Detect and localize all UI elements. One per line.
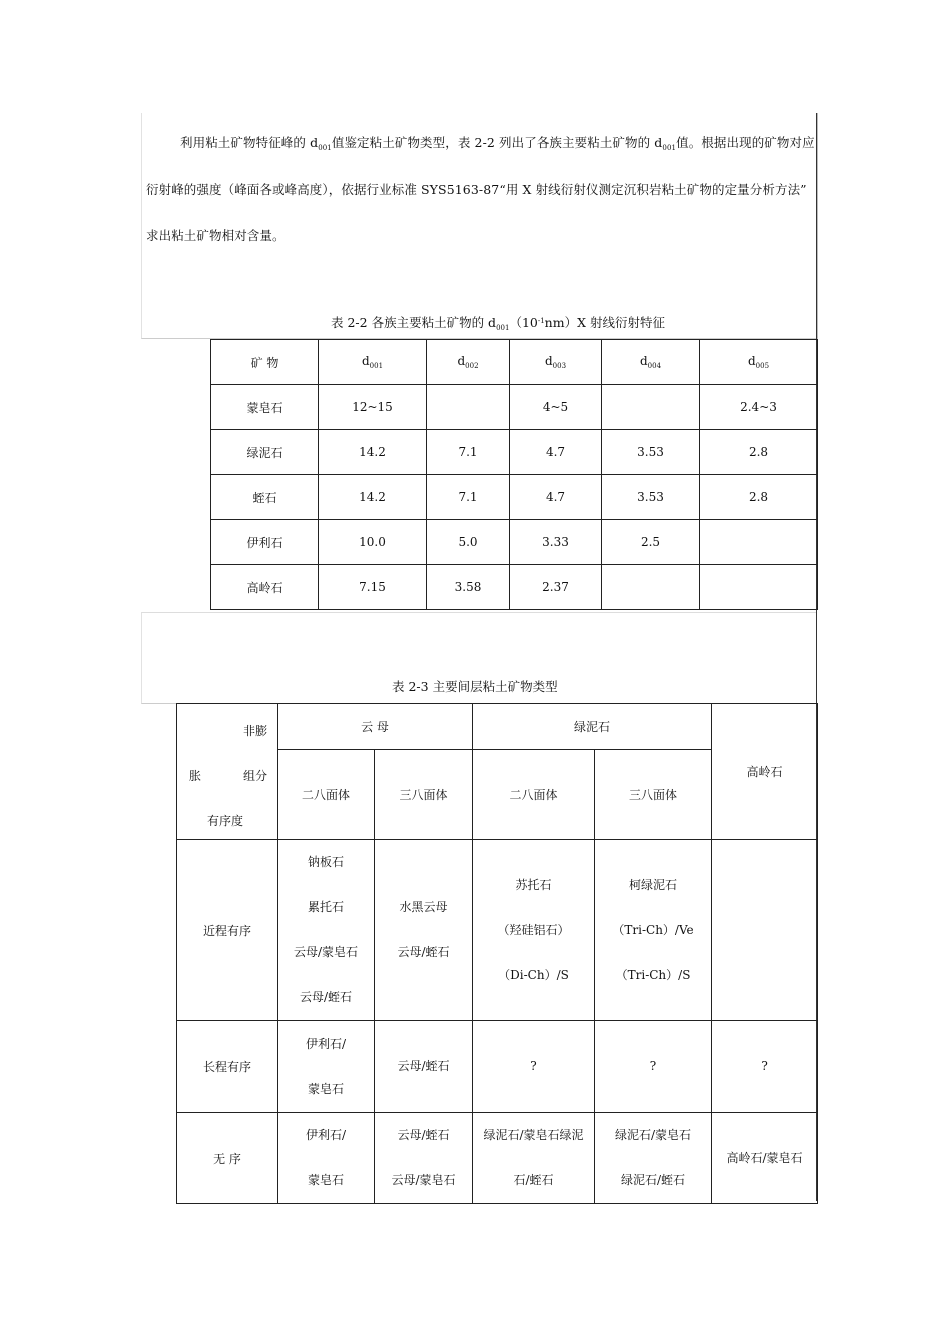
cell: 3.33: [510, 520, 602, 565]
corner-label: 组分: [242, 769, 267, 783]
cell-line: 累托石: [307, 900, 344, 914]
cell: [712, 1113, 818, 1204]
header-d005: $d_{005}$: [700, 340, 818, 385]
header-mineral: 矿 物: [211, 340, 319, 385]
cell: 3.53: [602, 475, 700, 520]
cell-line: 绿泥石/蒙皂石: [615, 1128, 692, 1142]
cell: [595, 1021, 712, 1113]
cell: 7.1: [427, 475, 510, 520]
cell: [278, 1113, 375, 1204]
cell: [473, 1113, 595, 1204]
cell-line: 云母/蛭石: [397, 1059, 450, 1073]
cell: [473, 1021, 595, 1113]
cell-line: ?: [530, 1059, 537, 1073]
table-row: [177, 1113, 818, 1204]
cell: [595, 1113, 712, 1204]
header-d003: $d_{003}$: [510, 340, 602, 385]
cell: 蛭石: [211, 475, 319, 520]
header-d001: $d_{001}$: [319, 340, 427, 385]
cell: 5.0: [427, 520, 510, 565]
cell: 3.53: [602, 430, 700, 475]
table-row: [211, 385, 818, 430]
cell-line: （Di-Ch）/S: [498, 967, 569, 982]
table23-caption: 表 2-3 主要间层粘土矿物类型: [392, 679, 558, 694]
cell-line: 伊利石/: [305, 1128, 347, 1142]
cell: [375, 840, 473, 1021]
cell: [427, 385, 510, 430]
cell: 2.4~3: [700, 385, 818, 430]
group-mica: 云 母: [278, 704, 473, 750]
table-row: [177, 1021, 818, 1113]
cell-line: 伊利石/: [305, 1036, 347, 1051]
cell-line: 云母/蛭石: [299, 990, 353, 1004]
cell-line: 绿泥石/蛭石: [621, 1173, 686, 1187]
table-header-row: [177, 704, 818, 750]
row-label: 无 序: [177, 1113, 278, 1204]
cell-line: （Tri-Ch）/S: [615, 967, 691, 982]
corner-label: 胀: [189, 769, 202, 783]
corner-header-cell: [177, 704, 278, 840]
cell: [473, 840, 595, 1021]
intro-line-2: 衍射峰的强度（峰面各或峰高度），依据行业标准 SYS5163-87“用 X 射线衍射仪测定沉积岩粘土矿物的定量分析方法”: [146, 182, 807, 197]
cell: 2.8: [700, 475, 818, 520]
cell: [700, 520, 818, 565]
corner-label: 有序度: [207, 814, 244, 828]
cell: 7.1: [427, 430, 510, 475]
corner-label: 非膨: [242, 724, 267, 738]
intro-line-3: 求出粘土矿物相对含量。: [146, 228, 285, 243]
header-d004: $d_{004}$: [602, 340, 700, 385]
cell: 3.58: [427, 565, 510, 610]
cell: 4.7: [510, 475, 602, 520]
subheader-cell: 二八面体: [278, 750, 375, 840]
cell-line: 云母/蒙皂石: [293, 945, 359, 959]
table-2-2: [210, 339, 818, 610]
intro-line-1: 利用粘土矿物特征峰的 $d_{001}$值鉴定粘土矿物类型，表 2-2 列出了各族主要粘土矿物的 $d_{001}$值。根据出现的矿物对应: [180, 135, 815, 152]
cell: [700, 565, 818, 610]
table-row: [177, 840, 818, 1021]
subheader-cell: 二八面体: [473, 750, 595, 840]
cell: [712, 1021, 818, 1113]
cell: 2.8: [700, 430, 818, 475]
subheader-cell: 三八面体: [595, 750, 712, 840]
cell: [375, 1113, 473, 1204]
group-kaolinite: 高岭石: [712, 704, 818, 840]
cell: 7.15: [319, 565, 427, 610]
cell-line: 高岭石/蒙皂石: [726, 1150, 803, 1165]
row-label: 近程有序: [177, 840, 278, 1021]
table-header-row: [211, 340, 818, 385]
cell-line: 苏托石: [515, 877, 552, 892]
cell: 12~15: [319, 385, 427, 430]
cell-line: 钠板石: [307, 855, 344, 869]
subheader-cell: 三八面体: [375, 750, 473, 840]
cell-line: 云母/蒙皂石: [391, 1173, 456, 1187]
cell: 4.7: [510, 430, 602, 475]
cell: [602, 565, 700, 610]
cell: 伊利石: [211, 520, 319, 565]
cell-line: 石/蛭石: [513, 1173, 554, 1187]
cell: 2.5: [602, 520, 700, 565]
cell: 绿泥石: [211, 430, 319, 475]
cell-empty: [712, 840, 818, 1021]
cell: 高岭石: [211, 565, 319, 610]
cell-line: （Tri-Ch）/Ve: [612, 922, 694, 937]
cell: [278, 1021, 375, 1113]
table-row: [211, 430, 818, 475]
table-row: [211, 520, 818, 565]
cell: 14.2: [319, 475, 427, 520]
group-chlorite: 绿泥石: [473, 704, 712, 750]
cell: 14.2: [319, 430, 427, 475]
cell-line: 云母/蛭石: [397, 1128, 450, 1142]
table-row: [211, 475, 818, 520]
table22-caption: 表 2-2 各族主要粘土矿物的 $d_{001}(10^{-1}nm)X$ 射线衍射特征: [331, 315, 665, 332]
cell-line: 柯绿泥石: [629, 877, 678, 892]
row-label: 长程有序: [177, 1021, 278, 1113]
cell: 2.37: [510, 565, 602, 610]
cell-line: 蒙皂石: [307, 1173, 344, 1187]
cell-line: （羟硅铝石）: [497, 922, 570, 937]
cell-line: ?: [649, 1059, 657, 1073]
cell: 10.0: [319, 520, 427, 565]
cell-line: ?: [761, 1059, 768, 1073]
cell: [375, 1021, 473, 1113]
cell-line: 绿泥石/蒙皂石绿泥: [483, 1128, 584, 1142]
cell: 4~5: [510, 385, 602, 430]
header-d002: $d_{002}$: [427, 340, 510, 385]
cell-line: 蒙皂石: [307, 1081, 344, 1096]
cell: [602, 385, 700, 430]
cell-line: 水黑云母: [399, 900, 448, 914]
cell-line: 云母/蛭石: [397, 945, 450, 959]
cell: [595, 840, 712, 1021]
table-2-3: [176, 703, 818, 1204]
cell: 蒙皂石: [211, 385, 319, 430]
cell: [278, 840, 375, 1021]
table-row: [211, 565, 818, 610]
